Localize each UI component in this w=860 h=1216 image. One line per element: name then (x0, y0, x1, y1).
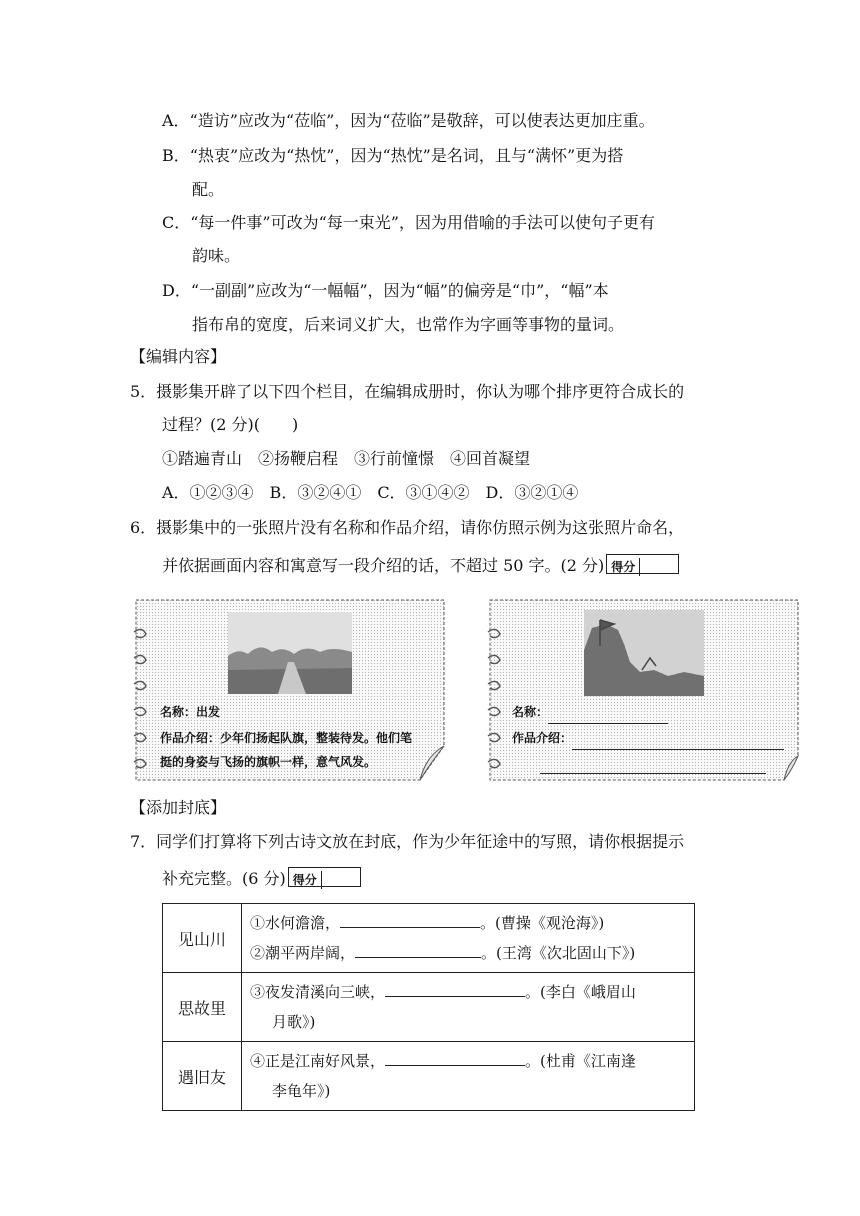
blank-title-label: 名称： (512, 705, 549, 719)
q5-stem: 5．摄影集开辟了以下四个栏目，在编辑成册时，你认为哪个排序更符合成长的 (130, 382, 685, 401)
section-heading-cover: 【添加封底】 (130, 798, 227, 817)
poem-line (242, 977, 694, 1007)
answer-blank[interactable] (340, 911, 480, 928)
q4-option-d-cont: 指布帛的宽度，后来词义扩大，也常作为字画等事物的量词。 (192, 315, 625, 334)
poem-source: 李龟年》) (272, 1082, 331, 1100)
poem-cell (242, 904, 695, 973)
score-box[interactable] (288, 867, 361, 887)
q4-option-b-cont: 配。 (192, 180, 225, 199)
blank-intro-row (512, 726, 784, 750)
poem-text: ④正是江南好风景， (250, 1052, 386, 1070)
q4-option-c: C．“每一件事”可改为“每一束光”，因为用借喻的手法可以使句子更有 (162, 213, 655, 232)
poem-line (242, 938, 694, 968)
section-heading-edit: 【编辑内容】 (130, 347, 227, 366)
q7-stem-text: 补充完整。(6 分) (162, 869, 286, 888)
poem-line (242, 1046, 694, 1076)
q7-stem-cont (162, 868, 361, 890)
category-cell: 见山川 (163, 904, 242, 973)
q4-option-c-cont: 韵味。 (192, 246, 241, 265)
poem-text: ②潮平两岸阔， (250, 944, 356, 962)
poem-line (242, 908, 694, 938)
example-intro-cont: 挺的身姿与飞扬的旗帜一样，意气风发。 (160, 755, 377, 769)
blank-intro-label: 作品介绍： (512, 731, 573, 745)
poem-line (242, 1076, 694, 1106)
q4-option-d: D．“一副副”应改为“一幅幅”，因为“幅”的偏旁是“巾”，“幅”本 (162, 281, 609, 300)
score-box[interactable] (606, 554, 679, 574)
score-entry[interactable] (640, 555, 678, 573)
answer-blank[interactable] (355, 941, 481, 958)
q6-stem: 6．摄影集中的一张照片没有名称和作品介绍，请你仿照示例为这张照片命名， (130, 518, 685, 537)
poem-source: 月歌》) (272, 1013, 316, 1031)
q5-items: ①踏遍青山 ②扬鞭启程 ③行前憧憬 ④回首凝望 (162, 449, 531, 468)
score-entry[interactable] (322, 868, 360, 886)
answer-blank[interactable] (385, 980, 525, 997)
q7-stem: 7．同学们打算将下列古诗文放在封底，作为少年征途中的写照，请你根据提示 (130, 832, 685, 851)
blank-intro-row-2 (540, 750, 766, 774)
score-label: 得分 (289, 871, 322, 889)
poem-source: 。(王湾《次北固山下》) (481, 944, 636, 962)
q5-stem-cont: 过程？(2 分)( ) (162, 415, 299, 434)
table-row (163, 904, 695, 973)
photo-untitled (584, 610, 704, 696)
q4-option-b: B．“热衷”应改为“热忱”，因为“热忱”是名词，且与“满怀”更为搭 (162, 146, 624, 165)
category-cell: 遇旧友 (163, 1042, 242, 1111)
example-title: 名称：出发 (160, 705, 221, 719)
blank-photo-card (484, 596, 802, 784)
q4-option-a: A．“造访”应改为“莅临”，因为“莅临”是敬辞，可以使表达更加庄重。 (162, 111, 655, 130)
intro-answer-line-2[interactable] (540, 759, 766, 774)
score-label: 得分 (607, 558, 640, 576)
intro-answer-line[interactable] (572, 735, 784, 750)
example-photo-card (130, 596, 448, 784)
poem-source: 。(李白《峨眉山 (525, 983, 636, 1001)
q6-stem-cont (162, 555, 679, 577)
poem-source: 。(曹操《观沧海》) (480, 914, 605, 932)
table-row (163, 973, 695, 1042)
q6-stem-text: 并依据画面内容和寓意写一段介绍的话，不超过 50 字。(2 分) (162, 556, 605, 575)
table-row (163, 1042, 695, 1111)
poem-table (162, 903, 695, 1111)
poem-cell (242, 1042, 695, 1111)
poem-text: ③夜发清溪向三峡， (250, 983, 386, 1001)
poem-line (242, 1007, 694, 1037)
blank-title-row (512, 700, 668, 724)
title-answer-line[interactable] (548, 709, 668, 724)
answer-blank[interactable] (385, 1049, 525, 1066)
photo-departure (228, 612, 352, 694)
poem-cell (242, 973, 695, 1042)
poem-source: 。(杜甫《江南逢 (525, 1052, 636, 1070)
poem-text: ①水何澹澹， (250, 914, 341, 932)
example-intro: 作品介绍：少年们扬起队旗，整装待发。他们笔 (160, 731, 413, 745)
q5-options: A．①②③④ B．③②④① C．③①④② D．③②①④ (162, 483, 579, 502)
category-cell: 思故里 (163, 973, 242, 1042)
